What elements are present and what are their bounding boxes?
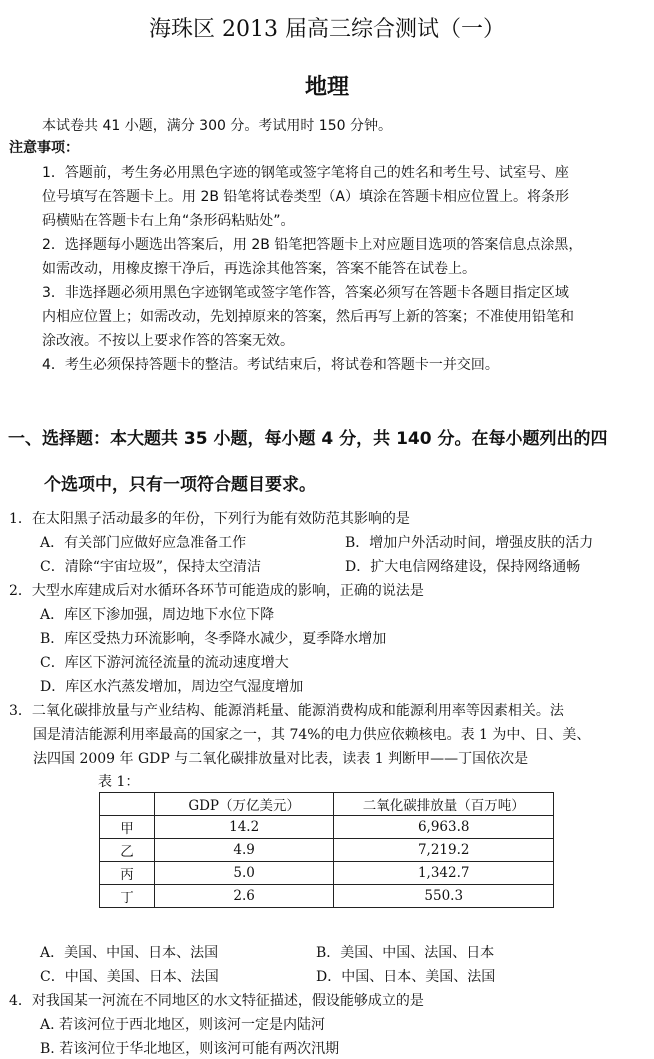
notice-heading: 注意事项：	[9, 140, 79, 156]
table-caption: 表 1：	[98, 774, 140, 790]
table-cell: 2.6	[154, 885, 334, 908]
table-cell: 14.2	[154, 816, 334, 839]
table-row	[100, 816, 554, 839]
option-a: A．有关部门应做好应急准备工作	[40, 535, 247, 551]
table-cell: 1,342.7	[334, 862, 554, 885]
table-cell: 丙	[100, 862, 155, 885]
option-a: A．库区下渗加强，周边地下水位下降	[40, 607, 275, 623]
exam-title: 海珠区 2013 届高三综合测试（一）	[149, 17, 505, 42]
table-cell: 丁	[100, 885, 155, 908]
notice-line: 内相应位置上；如需改动，先划掉原来的答案，然后再写上新的答案；不准使用铅笔和	[42, 309, 574, 325]
table-cell: 7,219.2	[334, 839, 554, 862]
table-cell: 6,963.8	[334, 816, 554, 839]
table-header-cell: GDP（万亿美元）	[154, 793, 334, 816]
data-table	[99, 792, 554, 908]
notice-line: 位号填写在答题卡上。用 2B 铅笔将试卷类型（A）填涂在答题卡相应位置上。将条形	[42, 189, 569, 205]
table-cell: 550.3	[334, 885, 554, 908]
option-b: B．增加户外活动时间，增强皮肤的活力	[345, 535, 594, 551]
table-row	[100, 862, 554, 885]
notice-line: 1．答题前，考生务必用黑色字迹的钢笔或签字笔将自己的姓名和考生号、试室号、座	[42, 165, 569, 181]
option-b: B. 若该河位于华北地区，则该河可能有两次汛期	[40, 1041, 340, 1057]
table-header-cell: 二氧化碳排放量（百万吨）	[334, 793, 554, 816]
table-cell: 5.0	[154, 862, 334, 885]
option-b: B．库区受热力环流影响，冬季降水减少，夏季降水增加	[40, 631, 387, 647]
notice-line: 2．选择题每小题选出答案后，用 2B 铅笔把答题卡上对应题目选项的答案信息点涂黑，	[42, 237, 583, 253]
question-stem: 4．对我国某一河流在不同地区的水文特征描述，假设能够成立的是	[9, 993, 424, 1009]
question-stem: 1．在太阳黑子活动最多的年份，下列行为能有效防范其影响的是	[9, 511, 410, 527]
notice-line: 4．考生必须保持答题卡的整洁。考试结束后，将试卷和答题卡一并交回。	[42, 357, 499, 373]
option-a: A. 若该河位于西北地区，则该河一定是内陆河	[40, 1017, 326, 1033]
table-row	[100, 885, 554, 908]
option-c: C．库区下游河流径流量的流动速度增大	[40, 655, 289, 671]
table-cell: 甲	[100, 816, 155, 839]
option-d: D．中国、日本、美国、法国	[316, 969, 496, 985]
notice-line: 3．非选择题必须用黑色字迹钢笔或签字笔作答，答案必须写在答题卡各题目指定区域	[42, 285, 569, 301]
exam-intro: 本试卷共 41 小题，满分 300 分。考试用时 150 分钟。	[42, 118, 392, 134]
option-c: C．清除“宇宙垃圾”，保持太空清洁	[40, 559, 262, 575]
notice-line: 码横贴在答题卡右上角“条形码粘贴处”。	[42, 213, 295, 229]
option-c: C．中国、美国、日本、法国	[40, 969, 219, 985]
option-d: D．扩大电信网络建设，保持网络通畅	[345, 559, 581, 575]
notice-line: 涂改液。不按以上要求作答的答案无效。	[42, 333, 294, 349]
table-cell: 乙	[100, 839, 155, 862]
section-heading: 一、选择题：本大题共 35 小题，每小题 4 分，共 140 分。在每小题列出的四	[8, 429, 608, 449]
table-row	[100, 839, 554, 862]
question-stem-cont: 国是清洁能源利用率最高的国家之一，其 74%的电力供应依赖核电。表 1 为中、日、美、	[33, 727, 591, 743]
option-a: A．美国、中国、日本、法国	[40, 945, 219, 961]
section-heading-cont: 个选项中，只有一项符合题目要求。	[44, 475, 316, 495]
table-header-cell	[100, 793, 155, 816]
table-cell: 4.9	[154, 839, 334, 862]
option-d: D．库区水汽蒸发增加，周边空气湿度增加	[40, 679, 304, 695]
option-b: B．美国、中国、法国、日本	[316, 945, 495, 961]
question-stem: 3．二氧化碳排放量与产业结构、能源消耗量、能源消费构成和能源利用率等因素相关。法	[9, 703, 564, 719]
subject-title: 地理	[304, 75, 349, 100]
question-stem: 2．大型水库建成后对水循环各环节可能造成的影响，正确的说法是	[9, 583, 424, 599]
table-header-row	[100, 793, 554, 816]
notice-line: 如需改动，用橡皮擦干净后，再选涂其他答案，答案不能答在试卷上。	[42, 261, 476, 277]
question-stem-cont: 法四国 2009 年 GDP 与二氧化碳排放量对比表，读表 1 判断甲——丁国依次是	[33, 751, 529, 767]
